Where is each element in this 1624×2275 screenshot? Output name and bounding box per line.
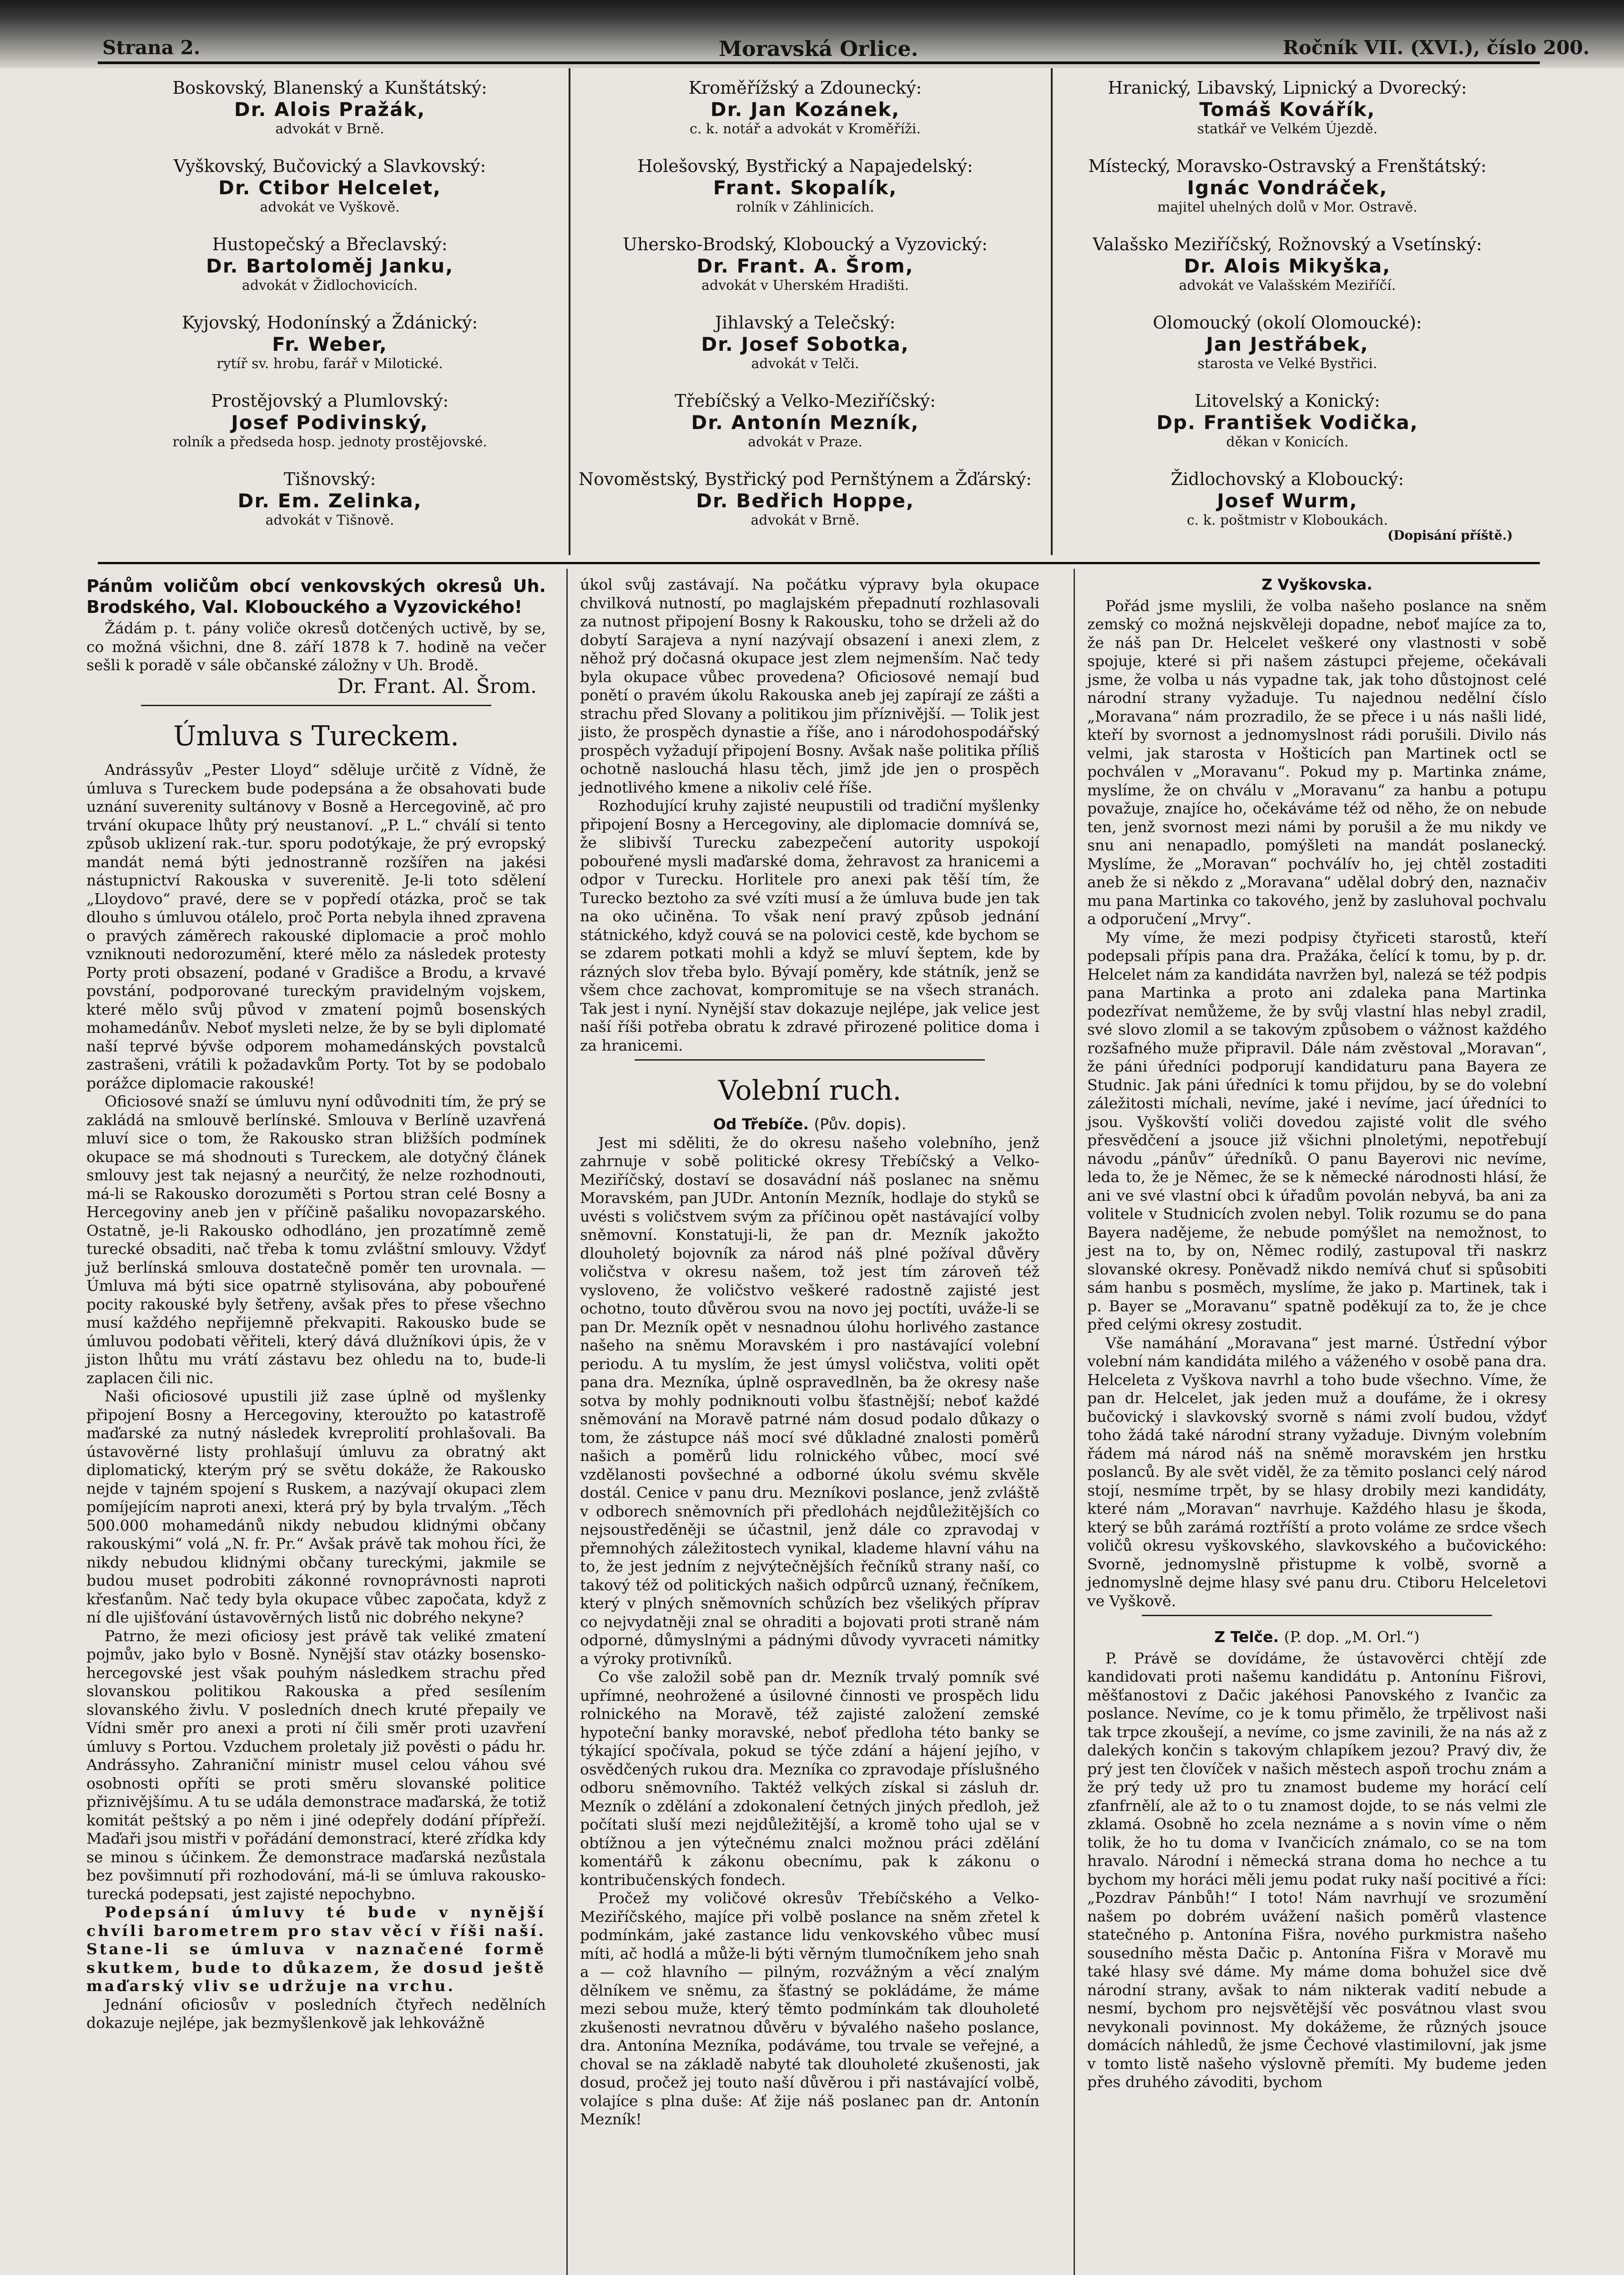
candidate-occupation: advokát v Židlochovicích.	[242, 278, 418, 293]
candidate-district: Vyškovský, Bučovický a Slavkovský:	[173, 156, 486, 176]
candidate-occupation: starosta ve Velké Bystřici.	[1197, 356, 1377, 372]
candidate-district: Litovelský a Konický:	[1195, 391, 1380, 411]
divider	[141, 705, 491, 706]
paragraph: Vše namáhání „Moravana“ jest marné. Ústřední výbor volební nám kandidáta milého a váženého v osobě pana dra. Helceleta z Vyškova navrhl a toho bude všechno. Víme, že pan dr. Helcelet, jak jeden muž a doufáme, že i okresy bučovický i slavkovský svorně s námi zvolí budou, vždyť toho žádá také národní strany vyžaduje. Divným volebním řádem má národ náš na sněmě moravském jen hrstku poslanců. By ale svět viděl, že za těmito poslanci celý národ stojí, nesmíme trpět, by se hlasy drobily mezi kandidáty, které nám „Moravan“ navrhuje. Každého hlasu je škoda, který se bůh zarámá roztříští a proto voláme ze srdce všech voličů okresu vyškovského, slavkovského a bučovického: Svorně, jednomyslně přistupme k volbě, svorně a jednomyslně dejme hlasy své panu dru. Ctiboru Helceletovi ve Vyškově.	[1087, 1334, 1547, 1610]
candidate-district: Kyjovský, Hodonínský a Ždánický:	[182, 313, 478, 333]
section-rule	[98, 562, 1540, 564]
candidate-district: Valašsko Meziříčský, Rožnovský a Vsetínský:	[1093, 234, 1482, 254]
candidate-district: Novoměstský, Bystřický pod Pernštýnem a Žďárský:	[578, 469, 1032, 489]
candidate-name: Dr. Ctibor Helcelet,	[218, 177, 442, 199]
text-column-3	[1087, 576, 1547, 2092]
candidate-entry	[1060, 156, 1515, 216]
candidate-occupation: majitel uhelných dolů v Mor. Ostravě.	[1157, 199, 1417, 215]
paragraph: Andrássyův „Pester Lloyd“ sděluje určitě z Vídně, že úmluva s Tureckem bude podepsána a že obsahovati bude uznání suverenity sultánovy v Bosně a Hercegovině, ač pro trvání okupace lhůty prý neustanoví. „P. L.“ chválí si tento způsob uklizení rak.-tur. sporu podotýkaje, že prý evropský mandát nemá býti jednostranně rozšířen na jakési nástupnictví Rakouska v suverenitě. Je-li toto sdělení „Lloydovo“ pravé, dere se v popředí otázka, proč se tak dlouho s úmluvou otálelo, proč Porta nebyla ihned zpravena o pravých záměrech rakouské diplomacie a proč mohlo vzniknouti nedorozumění, které mělo za následek protesty Porty proti obsazení, podané v Gradišce a Brodu, a krvavé povstání, podporované tureckým pravidelným vojskem, které mělo svůj původ v zmatení pojmů bosenských mohamedánův. Neboť mysleti nelze, že by se byli diplomaté naší teprvé bývše odporem mohamedánských povstalců zastrašeni, vrátili k požadavkům Porty. Tot by se podobalo porážce diplomacie rakouské!	[86, 761, 546, 1092]
candidate-name: Dr. Antonín Mezník,	[691, 411, 919, 434]
candidate-name: Dr. Em. Zelinka,	[237, 490, 422, 512]
candidate-district: Hranický, Libavský, Lipnický a Dvorecký:	[1108, 78, 1467, 98]
candidate-district: Olomoucký (okolí Olomoucké):	[1153, 313, 1422, 333]
column-divider	[566, 569, 568, 2275]
candidate-entry	[578, 469, 1033, 529]
candidate-district: Uhersko-Brodský, Kloboucký a Vyzovický:	[623, 234, 988, 254]
candidate-occupation: rolník v Záhlinicích.	[736, 199, 874, 215]
candidate-occupation: advokát v Uherském Hradišti.	[701, 278, 909, 293]
candidate-occupation: statkář ve Velkém Újezdě.	[1197, 121, 1378, 137]
candidates-column-1	[102, 77, 557, 547]
candidate-entry	[102, 77, 557, 137]
dateline-note: (Pův. dopis).	[814, 1115, 907, 1133]
candidate-district: Jihlavský a Telečský:	[715, 313, 896, 333]
candidate-entry	[102, 234, 557, 294]
candidate-entry	[578, 77, 1033, 137]
dateline	[580, 1115, 1039, 1134]
candidate-name: Dr. Bedřich Hoppe,	[696, 490, 914, 512]
paragraph: Podepsání úmluvy té bude v nynější chvíli barometrem pro stav věcí v říši naší. Stane-li se úmluva v naznačené formě skutkem, bude to důkazem, že dosud ještě maďarský vliv se udržuje na vrchu.	[86, 1903, 546, 1995]
candidate-name: Dr. Jan Kozánek,	[710, 98, 900, 121]
candidate-entry	[102, 312, 557, 372]
candidate-entry	[1060, 390, 1515, 450]
candidate-occupation: advokát v Tišnově.	[265, 512, 394, 528]
column-divider	[1051, 68, 1053, 555]
section-heading: Z Telče.	[1214, 1628, 1279, 1646]
candidate-occupation: rytíř sv. hrobu, farář v Milotické.	[217, 356, 443, 372]
divider	[1142, 1615, 1492, 1616]
page-number: Strana 2.	[102, 36, 201, 59]
candidate-occupation: advokát ve Valašském Meziříčí.	[1179, 278, 1396, 293]
notice-heading: Pánům voličům obcí venkovských okresů Uh. Brodského, Val. Klobouckého a Vyzovického!	[86, 576, 546, 617]
dateline-place: Od Třebíče.	[713, 1115, 809, 1133]
column-divider	[569, 68, 570, 555]
issue-number: Ročník VII. (XVI.), číslo 200.	[1283, 36, 1590, 59]
paragraph: Jednání oficiosův v posledních čtyřech nedělních dokazuje nejlépe, jak bezmyšlenkově jak lehkovážně	[86, 1995, 546, 2032]
candidate-name: Dr. Alois Pražák,	[234, 98, 426, 121]
paragraph: Pročež my voličové okresův Třebíčského a Velko-Meziříčského, majíce při volbě poslance na sněm zřetel k podmínkám, jaké zastance lidu venkovského vůbec musí míti, ač hodlá a může-li býti věrným tlumočníkem jeho snah a — což hlavního — pilným, rozvážným a věcí znalým dělníkem ve sněmu, za šťastný se pokládáme, že máme mezi sebou muže, který těmto podmínkám tak dlouholeté zkušenosti nevratnou důvěru v bývalého našeho poslance, dra. Antonína Mezníka, podáváme, tou trvale se veřejné, a choval se na základě nabyté tak dlouholeté zkušenosti, jak dosud, pročež jej touto naší důvěrou i při nastávající volbě, volajíce s plna duše: Ať žije náš poslanec pan dr. Antonín Mezník!	[580, 1889, 1039, 2128]
candidate-entry	[102, 469, 557, 529]
candidate-name: Fr. Weber,	[272, 333, 388, 355]
candidate-entry	[578, 312, 1033, 372]
candidate-district: Tišnovský:	[283, 469, 376, 489]
candidate-occupation: advokát ve Vyškově.	[260, 199, 400, 215]
candidate-district: Prostějovský a Plumlovský:	[211, 391, 449, 411]
article-title: Úmluva s Tureckem.	[173, 720, 459, 752]
candidate-entry	[1060, 469, 1515, 529]
notice-text: Žádám p. t. pány voliče okresů dotčených uctivě, by se, co možná všichni, dne 8. září 1878 k 7. hodině na večer sešli k poradě v sále občanské záložny v Uh. Brodě.	[86, 619, 546, 674]
candidate-name: Josef Wurm,	[1217, 490, 1358, 512]
candidate-name: Tomáš Kovářík,	[1199, 98, 1376, 121]
candidate-entry	[102, 390, 557, 450]
candidate-occupation: rolník a předseda hosp. jednoty prostějovské.	[172, 434, 487, 450]
candidate-entry	[1060, 77, 1515, 137]
candidate-district: Místecký, Moravsko-Ostravský a Frenštátský:	[1088, 156, 1487, 176]
paragraph: Oficiosové snaží se úmluvu nyní odůvodniti tím, že prý se zakládá na smlouvě berlínské. Smlouva v Berlíně uzavřená mluví sice o tom, že Rakousko stran bližších podmínek okupace se má shodnouti s Tureckem, ale dotyčný článek smlouvy jest tak nejasný a neurčitý, že nelze rozhodnouti, má-li se Rakousko dorozuměti s Portou stran celé Bosny a Hercegoviny aneb jen v příčině pašaliku novopazarského. Ostatně, je-li Rakousko odhodláno, jen prozatímně země turecké obsaditi, nač třeba k tomu zvláštní smlouvy. Vždyť juž berlínská smlouva dostatečně poměr ten urovnala. — Úmluva má býti sice opatrně stylisována, aby pobouřené pocity rakouské byly šetřeny, avšak přes to přese všechno musí každého nepřijemně překvapiti. Rakousko bude se úmluvou podobati věřiteli, který dává dlužníkovi úpis, že v jiston lhůtu mu vrátí zástavu bez ohledu na to, bude-li zaplacen čili nic.	[86, 1092, 546, 1387]
candidate-name: Dr. Bartoloměj Janku,	[206, 255, 454, 277]
candidate-occupation: c. k. notář a advokát v Kroměříži.	[690, 121, 921, 137]
text-column-1	[86, 576, 546, 2032]
candidate-district: Kroměřížský a Zdounecký:	[688, 78, 922, 98]
candidate-name: Jan Jestřábek,	[1206, 333, 1369, 355]
article-title: Volební ruch.	[718, 1075, 902, 1107]
paragraph: Jest mi sděliti, že do okresu našeho volebního, jenž zahrnuje v sobě politické okresy Třebíčský a Velko-Meziříčský, dostaví se dosavádní náš poslanec na sněmu Moravském, pan JUDr. Antonín Mezník, hodlaje do styků se uvésti s voličstvem svým za příčinou opět nastávající volby sněmovní. Konstatuji-li, že pan dr. Mezník jakožto dlouholetý bojovník za národ náš plné požíval důvěry voličstva v okresu našem, tož jest tím zároveň též vysloveno, že voličstvo veškeré radostně zajisté jest ochotno, touto důvěrou svou na novo jej poctíti, uváže-li se pan Dr. Mezník opět v nesnadnou úlohu horlivého zastance našeho na sněmu Moravském i pro nastávající volební periodu. A tu myslím, že jest úmysl voličstva, voliti opět pana dra. Mezníka, úplně ospravedlněn, ba že okresy naše sotva by mohly podniknouti volbu šťastnější; neboť každé sněmování na Moravě patrné nám dosud podalo důkazy o tom, že zástupce náš mocí své důkladné znalosti poměrů našich a poměrů lidu rolnického vůbec, mocí své vzdělanosti povšechné a odborné úkolu svému skvěle dostál. Cenice v panu dru. Mezníkovi poslance, jenž zvláště v odborech sněmovních při předlohách nejdůležitějších co nejsoustředěněji se účastnil, jenž dále co zpravodaj v přemnohých záležitostech vynikal, klademe hlavní váhu na to, že jest jedním z nejvýtečnějších řečníků strany naší, co takový též od politických našich odpůrců uznaný, řečníkem, který v plných sněmovních schůzích bez všelikých příprav co nejvydatněji znal se ohraditi a bojovati proti straně nám odporné, důmyslnými a pádnými důvody vyvraceti námitky a výroky protivníků.	[580, 1133, 1039, 1668]
candidates-column-3	[1060, 77, 1515, 547]
candidate-name: Dp. František Vodička,	[1156, 411, 1418, 434]
candidate-entry	[1060, 312, 1515, 372]
candidate-name: Dr. Josef Sobotka,	[701, 333, 909, 355]
candidate-name: Frant. Skopalík,	[713, 177, 898, 199]
candidate-name: Josef Podivinský,	[231, 411, 429, 434]
paragraph: Rozhodující kruhy zajisté neupustili od tradiční myšlenky připojení Bosny a Hercegoviny, ale diplomacie domnívá se, že slibivší Turecku zabezpečení autority uspokojí pobouřené mysli maďarské doma, žehravost za hranicemi a odpor v Turecku. Horlitele pro anexi pak těší tím, že Turecko beztoho za své vzíti musí a že úmluva bude jen tak na oko učiněna. To však není pravý způsob jednání státnického, když couvá se na polovici cestě, kde bychom se se zdarem potkati mohli a když se mluví šeptem, kde by rázných slov třeba bylo. Bývají poměry, kde státník, jenž se všem chce zachovat, kompromituje se na všech stranách. Tak jest i nyní. Nynější stav dokazuje nejlépe, jak velice jest naší říši potřeba obratu k zdravé přirozené politice doma i za hranicemi.	[580, 797, 1039, 1054]
candidate-district: Holešovský, Bystřický a Napajedelský:	[637, 156, 973, 176]
text-column-2	[580, 576, 1039, 2129]
candidate-entry	[102, 156, 557, 216]
divider	[635, 1059, 985, 1061]
paragraph: Naši oficiosové upustili již zase úplně od myšlenky připojení Bosny a Hercegoviny, kteroužto po katastrofě maďarské za nutný následek kvreprolití prohlašovali. Ba ústavověrné listy prohlašují úmluvu za obratný akt diplomatický, kterým prý se světu dokáže, že Rakousko nejde v tajném spojení s Ruskem, a nazývají okupaci zlem pomíjejícím naproti anexi, která prý by byla trvalým. „Těch 500.000 mohamedánů nikdy nebudou klidnými občany rakouskými“ volá „N. fr. Pr.“ Avšak právě tak mohou říci, že nikdy nebudou klidnými občany tureckými, jakmile se budou muset podrobiti zákonné rovnoprávnosti naproti křesťanům. Nač tedy byla okupace vůbec započata, když z ní dle ujišťování ústavověrných listů nic dobrého nekyne?	[86, 1387, 546, 1626]
masthead: Moravská Orlice.	[719, 36, 918, 61]
column-divider	[1074, 569, 1075, 2275]
candidate-entry	[578, 390, 1033, 450]
paragraph: Co vše založil sobě pan dr. Mezník trvalý pomník své upřímné, neohrožené a úsilovné činnosti ve prospěch lidu rolnického na Moravě, též zajisté založení zemské hypoteční banky moravské, neboť předloha této banky se týkající spočívala, pokud se týče zdání a hájení jejího, v osvědčených rukou dra. Mezníka co zpravodaje příslušného odboru sněmovního. Taktéž velkých získal si zásluh dr. Mezník o zdělání a zdokonalení četných jiných předloh, jež počítati sluší mezi nejdůležitější, a kromě toho ujal se v obtížnou a jen výtečnému znalci možnou práci zdělání komentářů k zákonu obecnímu, pak k zákonu o kontribučenských fondech.	[580, 1668, 1039, 1889]
candidate-entry	[578, 156, 1033, 216]
header-rule	[98, 61, 1540, 64]
paragraph: Pořád jsme myslili, že volba našeho poslance na sněm zemský co možná nejskvěleji dopadne, neboť majíce za to, že náš pan Dr. Helcelet veškeré ony vlastnosti v sobě spojuje, které si při našem zástupci přejeme, očekávali jsme, že volba u nás vypadne tak, jak toho důstojnost celé národní strany vyžaduje. Tu najednou nedělní číslo „Moravana“ nám prozradilo, že se přece i u nás našli lidé, kteří by svornost a jednomyslnost rádi porušili. Divilo nás velmi, jak starosta v Hošticích pan Martinek octl se pochválen v „Moravanu“. Pokud my p. Martinka známe, myslíme, že on chválu v „Moravanu“ za hanbu a potupu považuje, znajíce ho, očekáváme též od něho, že on nebude ten, jenž svornost mezi námi by porušil a že mu nikdy ve snu ani nenapadlo, pomýšleti na mandát poslanecký. Myslíme, že „Moravan“ pochválív ho, jej chtěl zostaditi aneb že si někdo z „Moravana“ udělal dobrý den, naznačiv mu pana Martinka co takového, jenž by zasluhoval pochvalu a odporučení „Mrvy“.	[1087, 597, 1547, 928]
paragraph: Patrno, že mezi oficiosy jest právě tak veliké zmatení pojmův, jako bylo v Bosně. Nynější stav otázky bosensko-hercegovské jest však pouhým následkem strachu před slovanskou politikou Rakouska a před sesílením slovanského živlu. V posledních dnech kruté přepaily ve Vídni směr pro anexi a proti ní čili směr proti uzavření úmluvy s Portou. Vzduchem proletaly již pověsti o pádu hr. Andrássyho. Zahraniční ministr musel celou váhou své osobnosti opříti se proti směru slovanské politice přiznivějšímu. A tu se udála demonstrace maďarská, že totiž komitát peštský a po něm i jiné odepřely dodání přípřeží. Maďaři jsou mistři v pořádání demonstrací, které zřídka kdy se minou s účinkem. Že demonstrace maďarská nezůstala bez povšimnutí při rozhodování, má-li se úmluva rakousko-turecká podepsati, jest zajisté nepochybno.	[86, 1627, 546, 1903]
candidate-name: Dr. Frant. A. Šrom,	[696, 255, 914, 277]
candidate-entry	[1060, 234, 1515, 294]
candidate-occupation: c. k. poštmistr v Kloboukách.	[1186, 512, 1388, 528]
section-heading: Z Vyškovska.	[1261, 576, 1372, 593]
candidates-column-2	[578, 77, 1033, 547]
candidate-occupation: advokát v Telči.	[751, 356, 859, 372]
candidate-district: Židlochovský a Kloboucký:	[1170, 469, 1404, 489]
section-heading-line	[1087, 1628, 1547, 1647]
candidate-district: Třebíčský a Velko-Meziříčský:	[675, 391, 936, 411]
section-note: (P. dop. „M. Orl.“)	[1284, 1628, 1420, 1646]
paragraph: My víme, že mezi podpisy čtyřiceti starostů, kteří podepsali přípis pana dra. Pražáka, čelící k tomu, by p. dr. Helcelet nám za kandidáta navržen byl, nalezá se též podpis pana Martinka a proto ani zdaleka pana Martinka podezřívat nemůžeme, že by svůj vlastní hlas nebyl zradil, své slovo zlomil a se takovým způsobem o vážnost každého rozšafného muže připravil. Dále nám zvěstoval „Moravan“, že páni úředníci podporují kandidaturu pana Bayera ze Studnic. Jak páni úředníci k tomu přijdou, by se do volební záležitosti míchali, nevíme, jaké i nevíme, jací úředníci to jsou. Vyškovští voliči dovedou zajisté volit dle svého přesvědčení a jsouce již všichni plnoletými, nepotřebují návodu „pánův“ úředníků. O panu Bayerovi nic nevíme, leda to, že je Němec, že se k německé národnosti hlásí, že ani ve své vlastní obci k úřadům povolán nebyvá, ba ani za volitele v Studnicích zvolen nebyl. Tolik rozumu se do pana Bayera nadějeme, že nebude pomýšlet na nemožnost, to jest na to, by on, Němec rodilý, zastupoval tři naskrz slovanské okresy. Poněvadž nikdo nemívá chuť si spůsobiti sám hanbu s posměch, myslíme, že jako p. Martinek, tak i p. Bayer se „Moravanu“ spatně poděkují za to, že je chce před celými okresy zostudit.	[1087, 928, 1547, 1333]
candidate-occupation: advokát v Brně.	[751, 512, 860, 528]
candidate-district: Hustopečský a Břeclavský:	[212, 234, 448, 254]
paragraph: úkol svůj zastávají. Na počátku výpravy byla okupace chvilková nutností, po maglajském přepadnutí rozhlasovali za nutnost připojení Bosny k Rakousku, toho se drželi až do dobytí Sarajeva a nyní nazývají obsazení i anexi zlem, z něhož prý dočasná okupace jest zlem nejmenším. Nač tedy byla okupace vůbec provedena? Oficiosové nemají bud ponětí o pravém úkolu Rakouska aneb jej zapírají ze zášti a strachu před Slovany a politikou jim příznivější. — Tolik jest jisto, že prospěch dynastie a říše, ano i národohospodářský prospěch vyžadují připojení Bosny. Avšak naše politika příliš ochotně naslouchá hlasu těch, jimž jde jen o prospěch jednotlivého kmene a nikoliv celé říše.	[580, 576, 1039, 796]
candidate-entry	[578, 234, 1033, 294]
candidate-district: Boskovský, Blanenský a Kunštátský:	[172, 78, 487, 98]
candidate-name: Dr. Alois Mikyška,	[1184, 255, 1391, 277]
paragraph: P. Právě se dovídáme, že ústavověrci chtějí zde kandidovati proti našemu kandidátu p. Antonínu Fišrovi, měšťanostovi z Dačic jakéhosi Panovského z Ivančic za poslance. Nevíme, co je k tomu přimělo, že trpělivost naši tak trpce zkoušejí, a nevíme, co jsme zavinili, že na nás až z dalekých končin s takovým chlapíkem jezou? Pravý div, že prý jest ten človíček v našich městech aspoň trochu znám a že prý tedy už pro tu znamost budeme my horácí celí zfanfrnělí, ale až to o tu znamost dojde, to se nás velmi zle zklamá. Osobně ho zcela neznáme a s novin víme o něm tolik, že ho tu doma v Ivančicích známalo, co se na tom hravalo. Národní i německá strana doma ho nechce a tu bychom my horáci měli jemu podat ruky naší pocitivé a říci: „Pozdrav Pánbůh!“ I toto! Nám navrhují ve srozumění našem po dobrém uvážení našich poměrů vlastence statečného p. Antonína Fišra, nového purkmistra našeho sousedního města Dačic p. Antonína Fišra v Moravě mu také hlasy své dáme. My máme doma bohužel sice dvě národní strany, avšak to nám nikterak vadití nebude a nesmí, bychom pro nejsvětější věc posvátnou vlast svou nevykonali povinnost. My dokážeme, že různých jsouce domácích náhledů, že jsme Čechové vlastimilovní, jak jsme v tomto listě našeho výslovně přemíti. My budeme jeden přes druhého závoditi, bychom	[1087, 1649, 1547, 2091]
candidate-name: Ignác Vondráček,	[1187, 177, 1388, 199]
continuation-note: (Dopisání příště.)	[1387, 528, 1513, 543]
notice-signature: Dr. Frant. Al. Šrom.	[337, 674, 537, 698]
candidate-occupation: advokát v Praze.	[748, 434, 862, 450]
candidate-occupation: advokát v Brně.	[275, 121, 384, 137]
candidate-occupation: děkan v Konicích.	[1226, 434, 1349, 450]
